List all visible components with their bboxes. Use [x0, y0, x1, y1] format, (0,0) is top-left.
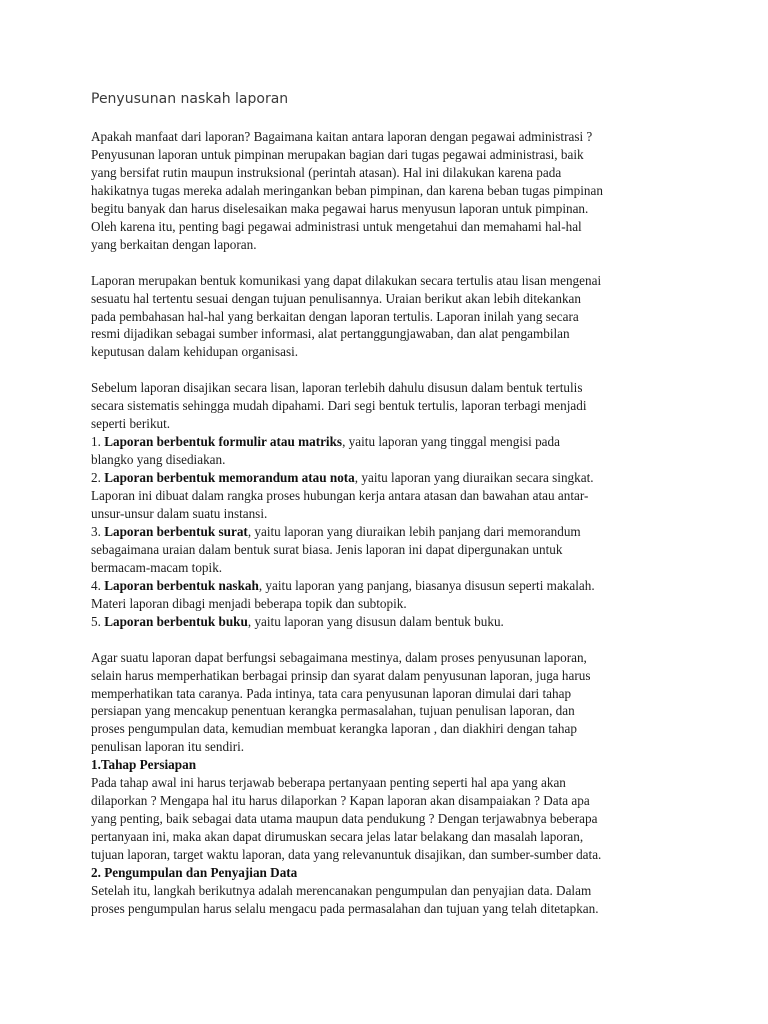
text-line: seperti berikut. — [91, 416, 171, 432]
text-line: dilaporkan ? Mengapa hal itu harus dilaporkan ? Kapan laporan akan disampaiakan ? Data apa — [91, 793, 590, 809]
list-description: , yaitu laporan yang panjang, biasanya disusun seperti makalah. — [258, 577, 595, 593]
list-description: , yaitu laporan yang diuraikan secara singkat. — [354, 470, 594, 486]
text-line: Laporan ini dibuat dalam rangka proses hubungan kerja antara atasan dan bawahan atau antar- — [91, 488, 589, 504]
paragraph-spacer — [91, 631, 691, 649]
text-line: pada pembahasan hal-hal yang berkaitan dengan laporan tertulis. Laporan inilah yang secara — [91, 308, 579, 324]
paragraph-forms — [91, 379, 691, 630]
text-line: Agar suatu laporan dapat berfungsi sebagaimana mestinya, dalam proses penyusunan laporan, — [91, 649, 587, 665]
list-number: 2. — [91, 470, 105, 486]
list-number: 4. — [91, 577, 105, 593]
text-line: pertanyaan ini, maka akan dapat dirumuskan secara jelas latar belakang dan masalah laporan, — [91, 829, 584, 845]
text-line: yang penting, baik sebagai data utama maupun data pendukung ? Dengan terjawabnya beberapa — [91, 811, 598, 827]
text-line: yang bersifat rutin maupun instruksional (perintah atasan). Hal ini dilakukan karena pada — [91, 164, 562, 180]
text-line: begitu banyak dan harus diselesaikan maka pegawai harus menyusun laporan untuk pimpinan. — [91, 200, 589, 216]
section-heading-data-collection: 2. Pengumpulan dan Penyajian Data — [91, 865, 298, 881]
list-number: 1. — [91, 434, 105, 450]
text-line: Materi laporan dibagi menjadi beberapa topik dan subtopik. — [91, 595, 407, 611]
list-term: Laporan berbentuk formulir atau matriks — [104, 434, 343, 450]
text-line: yang berkaitan dengan laporan. — [91, 236, 257, 252]
text-line: persiapan yang mencakup penentuan kerangka permasalahan, tujuan penulisan laporan, dan — [91, 703, 575, 719]
text-line: keputusan dalam kehidupan organisasi. — [91, 344, 299, 360]
text-line: Laporan merupakan bentuk komunikasi yang dapat dilakukan secara tertulis atau lisan mengenai — [91, 272, 602, 288]
text-line: Oleh karena itu, penting bagi pegawai administrasi untuk mengetahui dan memahami hal-hal — [91, 218, 582, 234]
list-description: , yaitu laporan yang diuraikan lebih panjang dari memorandum — [247, 523, 581, 539]
text-line: Pada tahap awal ini harus terjawab beberapa pertanyaan penting seperti hal apa yang akan — [91, 775, 566, 791]
text-line: Setelah itu, langkah berikutnya adalah merencanakan pengumpulan dan penyajian data. Dalam — [91, 882, 592, 898]
list-term: Laporan berbentuk buku — [104, 613, 248, 629]
list-description: , yaitu laporan yang disusun dalam bentuk buku. — [247, 613, 504, 629]
list-number: 3. — [91, 523, 105, 539]
section-heading-preparation: 1.Tahap Persiapan — [91, 757, 197, 773]
text-line: Sebelum laporan disajikan secara lisan, laporan terlebih dahulu disusun dalam bentuk tertulis — [91, 380, 583, 396]
text-line: Penyusunan laporan untuk pimpinan merupakan bagian dari tugas pegawai administrasi, baik — [91, 146, 584, 162]
list-item — [91, 577, 691, 595]
paragraph-intro — [91, 128, 691, 254]
document-body — [91, 128, 691, 918]
list-item — [91, 469, 691, 487]
text-line: penulisan laporan itu sendiri. — [91, 739, 245, 755]
text-line: resmi dijadikan sebagai sumber informasi, alat pertanggungjawaban, dan alat pengambilan — [91, 326, 570, 342]
text-line: selain harus memperhatikan berbagai prinsip dan syarat dalam penyusunan laporan, juga harus — [91, 667, 591, 683]
text-line: unsur-unsur dalam suatu instansi. — [91, 505, 268, 521]
text-line: hakikatnya tugas mereka adalah meringankan beban pimpinan, dan karena beban tugas pimpinan — [91, 182, 603, 198]
text-line: blangko yang disediakan. — [91, 452, 226, 468]
paragraph-definition — [91, 272, 691, 362]
text-line: sesuatu hal tertentu sesuai dengan tujuan penulisannya. Uraian berikut akan lebih ditekankan — [91, 290, 581, 306]
paragraph-procedure — [91, 649, 691, 918]
text-line: sebagaimana uraian dalam bentuk surat biasa. Jenis laporan ini dapat dipergunakan untuk — [91, 541, 563, 557]
list-term: Laporan berbentuk surat — [104, 523, 248, 539]
text-line: memperhatikan tata caranya. Pada intinya, tata cara penyusunan laporan dimulai dari tahap — [91, 685, 572, 701]
list-item — [91, 613, 691, 631]
text-line: bermacam-macam topik. — [91, 559, 223, 575]
paragraph-spacer — [91, 361, 691, 379]
list-description: , yaitu laporan yang tinggal mengisi pada — [342, 434, 560, 450]
list-item — [91, 523, 691, 541]
list-term: Laporan berbentuk memorandum atau nota — [104, 470, 355, 486]
list-number: 5. — [91, 613, 105, 629]
text-line: tujuan laporan, target waktu laporan, data yang relevanuntuk disajikan, dan sumber-sumber data. — [91, 847, 602, 863]
text-line: proses pengumpulan harus selalu mengacu pada permasalahan dan tujuan yang telah ditetapkan. — [91, 900, 599, 916]
text-line: proses pengumpulan data, kemudian membuat kerangka laporan , dan diakhiri dengan tahap — [91, 721, 577, 737]
text-line: secara sistematis sehingga mudah dipahami. Dari segi bentuk tertulis, laporan terbagi menjadi — [91, 398, 587, 414]
list-item — [91, 433, 691, 451]
paragraph-spacer — [91, 254, 691, 272]
list-term: Laporan berbentuk naskah — [104, 577, 259, 593]
text-line: Apakah manfaat dari laporan? Bagaimana kaitan antara laporan dengan pegawai administrasi ? — [91, 129, 593, 144]
document-title: Penyusunan naskah laporan — [91, 91, 289, 107]
